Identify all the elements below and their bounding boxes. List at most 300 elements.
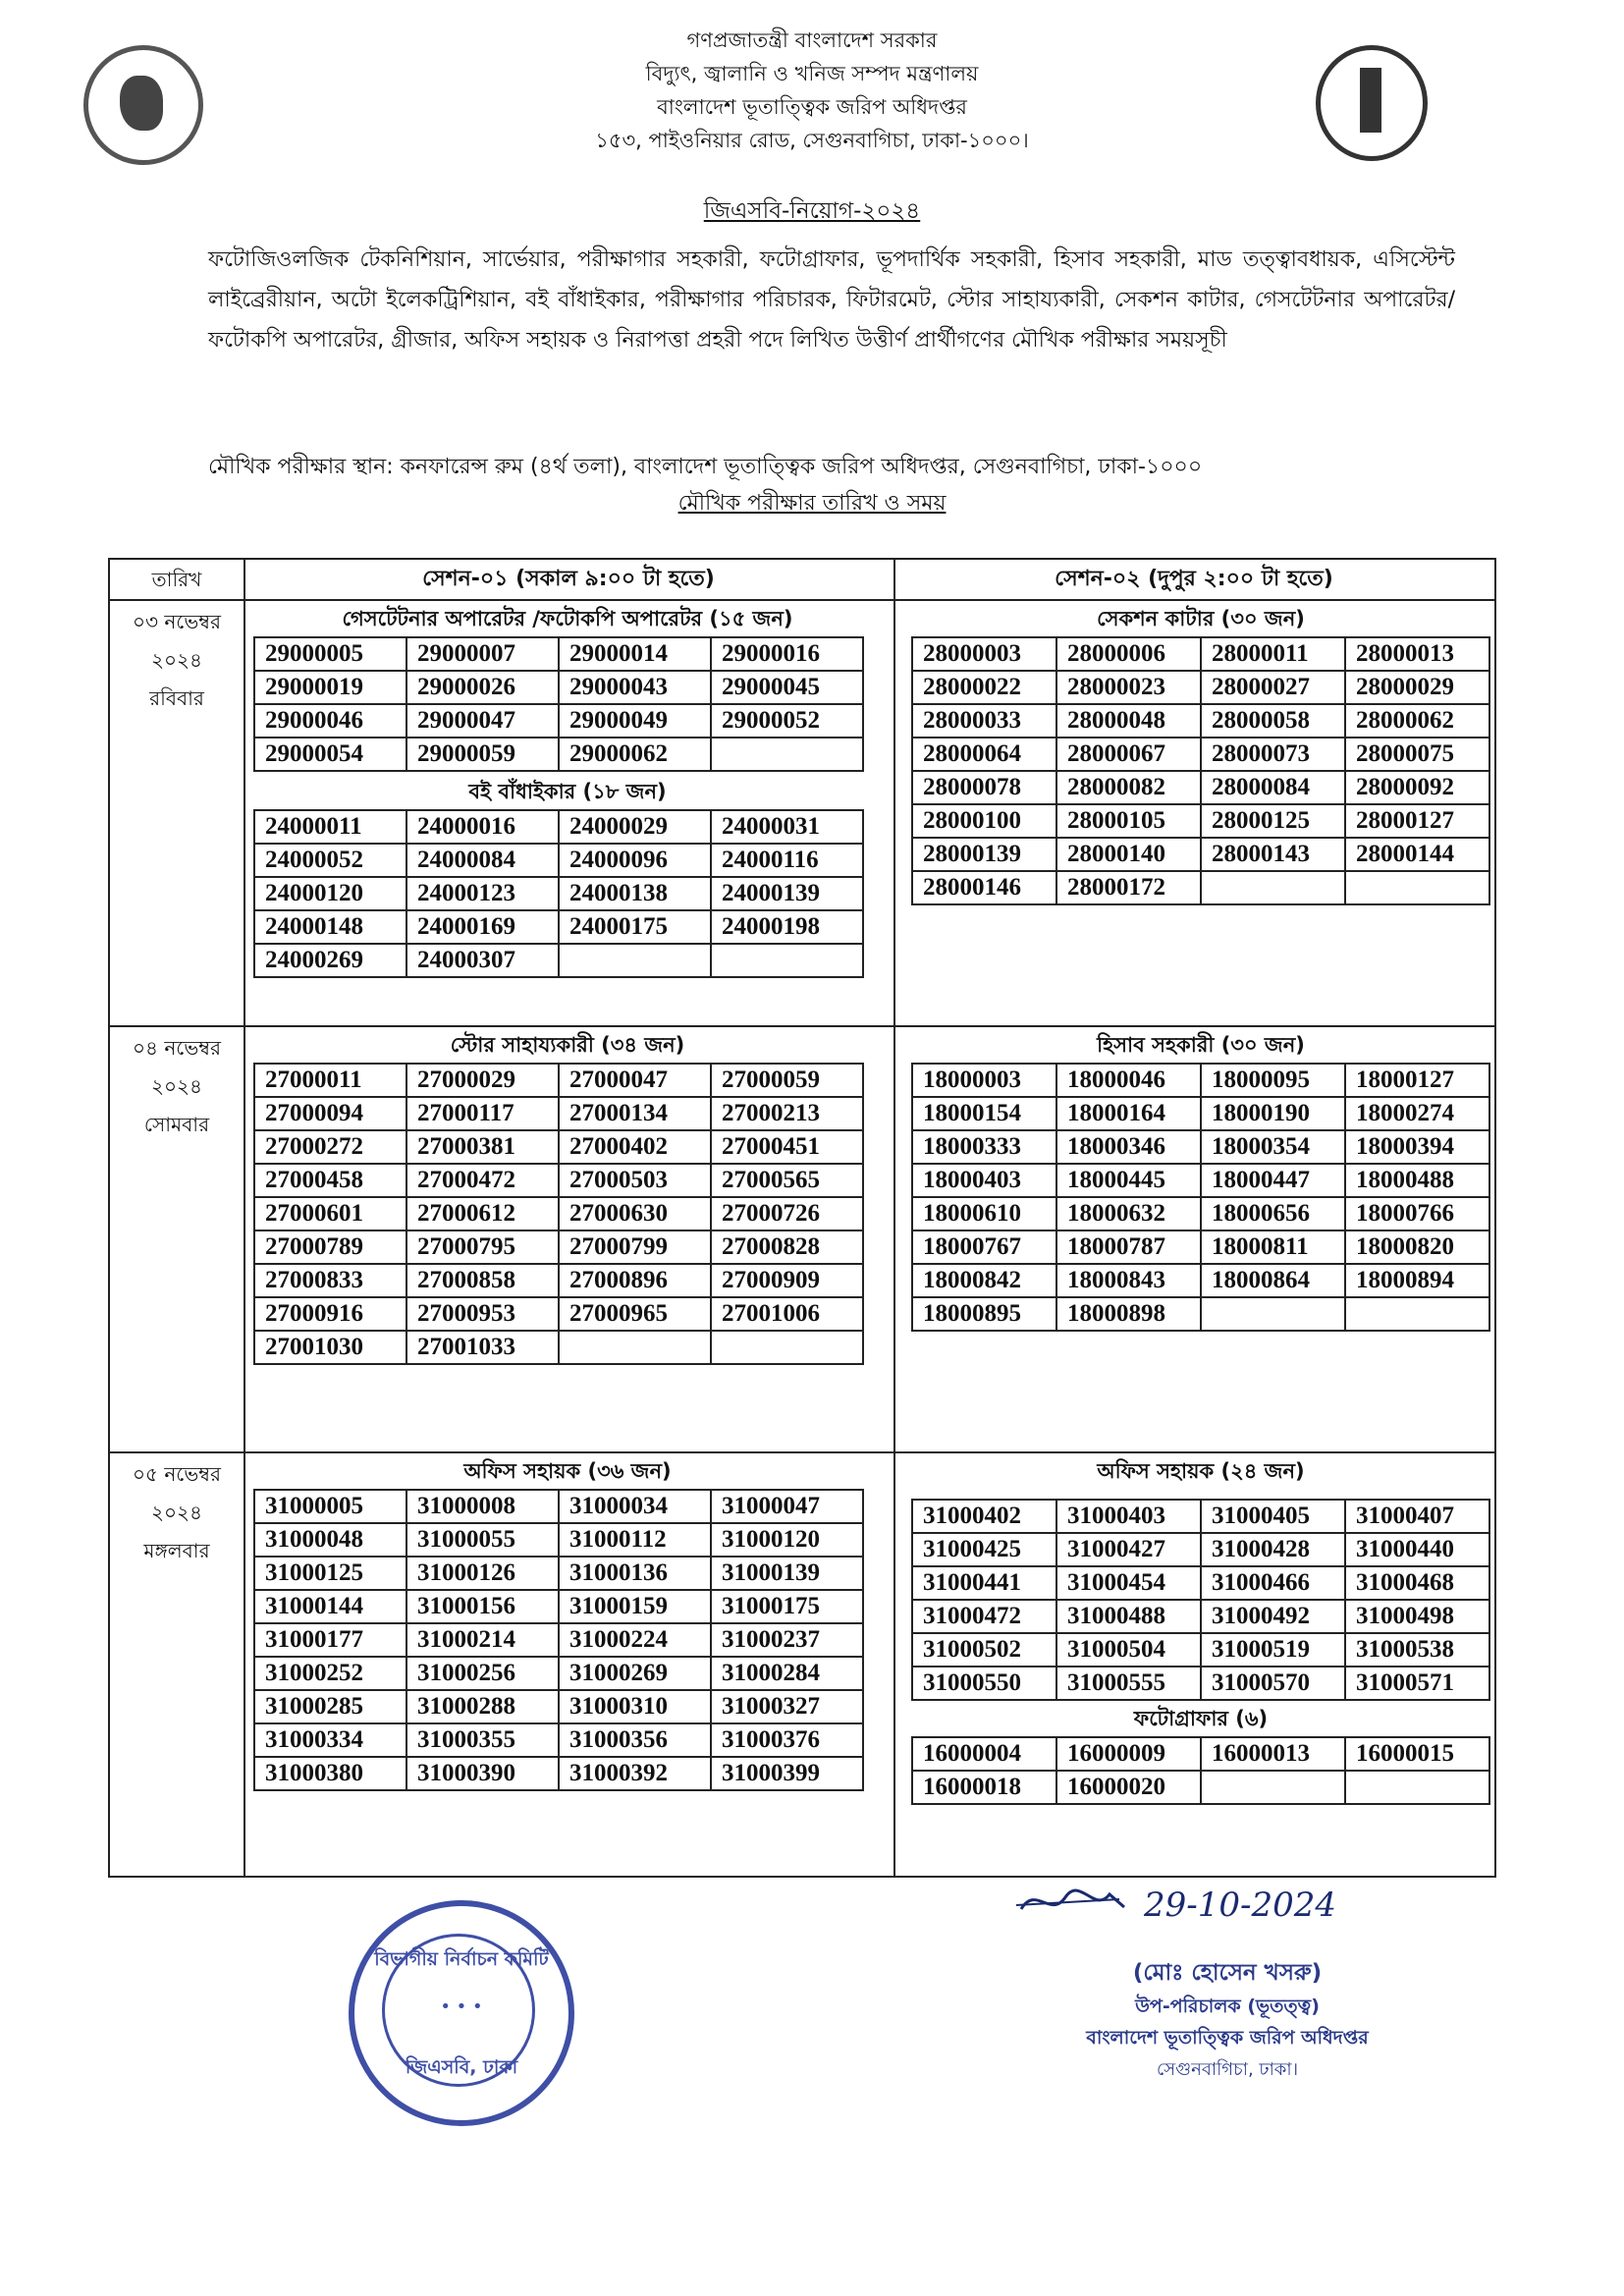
roll-number-cell (1201, 871, 1345, 904)
roll-number-cell: 27000965 (559, 1297, 711, 1331)
roll-number-cell: 29000054 (254, 738, 406, 771)
roll-number-cell: 31000538 (1345, 1633, 1489, 1667)
section-day2-s1 (253, 1027, 882, 1365)
roll-number-cell: 27000472 (406, 1164, 559, 1197)
roll-number-cell: 31000550 (912, 1667, 1056, 1700)
table-row (912, 1771, 1489, 1804)
roll-number-cell: 28000062 (1345, 704, 1489, 738)
roll-grid (253, 1489, 882, 1791)
roll-number-cell: 31000288 (406, 1690, 559, 1723)
post-title: সেকশন কাটার (৩০ জন) (1097, 607, 1305, 630)
table-row (912, 1737, 1489, 1771)
roll-number-cell (559, 944, 711, 977)
table-row (254, 1164, 863, 1197)
roll-number-cell: 28000127 (1345, 804, 1489, 838)
roll-number-cell: 31000285 (254, 1690, 406, 1723)
roll-number-cell: 31000425 (912, 1533, 1056, 1566)
roll-table (253, 1063, 864, 1365)
table-row (912, 804, 1489, 838)
roll-number-cell: 28000082 (1056, 771, 1201, 804)
table-row (912, 704, 1489, 738)
roll-number-cell: 31000466 (1201, 1566, 1345, 1600)
schedule-subtitle: মৌখিক পরীক্ষার তারিখ ও সময় (677, 491, 947, 516)
roll-table (911, 1736, 1490, 1805)
exam-venue: মৌখিক পরীক্ষার স্থান: কনফারেন্স রুম (৪র্থ তলা), বাংলাদেশ ভূতাত্ত্বিক জরিপ অধিদপ্তর, সেগুনবাগিচা, ঢাকা-১০০০ (208, 455, 1203, 479)
roll-number-cell: 31000048 (254, 1523, 406, 1557)
roll-number-cell: 31000177 (254, 1623, 406, 1657)
roll-number-cell: 18000787 (1056, 1230, 1201, 1264)
table-row (912, 1633, 1489, 1667)
table-row (254, 1757, 863, 1790)
roll-number-cell: 29000026 (406, 671, 559, 704)
roll-number-cell: 28000143 (1201, 838, 1345, 871)
date-line: ০৩ নভেম্বর (132, 610, 222, 633)
signatory-name: (মোঃ হোসেন খসরু) (1132, 1960, 1323, 1986)
roll-number-cell: 31000440 (1345, 1533, 1489, 1566)
roll-number-cell: 29000014 (559, 637, 711, 671)
signature-scribble-icon (1016, 1880, 1134, 1929)
table-row (254, 877, 863, 910)
date-line: ২০২৪ (151, 1074, 202, 1098)
date-line: ২০২৪ (151, 1501, 202, 1524)
signatory-block (1021, 1954, 1434, 2086)
roll-number-cell: 18000895 (912, 1297, 1056, 1331)
committee-stamp (349, 1900, 574, 2126)
roll-number-cell: 27000858 (406, 1264, 559, 1297)
roll-number-cell: 31000005 (254, 1490, 406, 1523)
table-row (912, 1297, 1489, 1331)
roll-number-cell: 24000052 (254, 844, 406, 877)
roll-number-cell (711, 738, 863, 771)
header-line-ministry: বিদ্যুৎ, জ্বালানি ও খনিজ সম্পদ মন্ত্রণালয় (645, 62, 979, 85)
roll-number-cell: 18000894 (1345, 1264, 1489, 1297)
roll-number-cell: 18000333 (912, 1130, 1056, 1164)
roll-number-cell: 24000011 (254, 810, 406, 844)
roll-number-cell: 31000112 (559, 1523, 711, 1557)
roll-number-cell: 31000159 (559, 1590, 711, 1623)
table-row (254, 1623, 863, 1657)
roll-number-cell: 28000073 (1201, 738, 1345, 771)
roll-number-cell: 27000909 (711, 1264, 863, 1297)
letterhead (0, 24, 1624, 157)
roll-number-cell: 27000117 (406, 1097, 559, 1130)
roll-number-cell: 27000047 (559, 1064, 711, 1097)
roll-number-cell: 28000075 (1345, 738, 1489, 771)
roll-number-cell (559, 1331, 711, 1364)
roll-number-cell: 31000472 (912, 1600, 1056, 1633)
roll-number-cell: 28000172 (1056, 871, 1201, 904)
table-row (912, 671, 1489, 704)
roll-number-cell: 27000916 (254, 1297, 406, 1331)
roll-number-cell: 24000123 (406, 877, 559, 910)
roll-number-cell: 31000269 (559, 1657, 711, 1690)
notice-paragraph: ফটোজিওলজিক টেকনিশিয়ান, সার্ভেয়ার, পরীক্ষাগার সহকারী, ফটোগ্রাফার, ভূপদার্থিক সহকারী, হিসাব সহকারী, মাড তত্ত্বাবধায়ক, এসিস্টেন্ট লাইব্রেরীয়ান, অটো ইলেকট্রিশিয়ান, বই বাঁধাইকার, পরীক্ষাগার পরিচারক, ফিটারমেট, স্টোর সাহায্যকারী, সেকশন কাটার, গেসটেটনার অপারেটর/ফটোকপি অপারেটর, গ্রীজার, অফিস সহায়ক ও নিরাপত্তা প্রহরী পদে লিখিত উত্তীর্ণ প্রার্থীগণের মৌখিক পরীক্ষার সময়সূচী (208, 247, 1455, 353)
roll-number-cell: 27000272 (254, 1130, 406, 1164)
roll-number-cell: 31000144 (254, 1590, 406, 1623)
signatory-office: বাংলাদেশ ভূতাত্ত্বিক জরিপ অধিদপ্তর (1086, 2027, 1369, 2049)
table-row (254, 910, 863, 944)
roll-number-cell: 27000789 (254, 1230, 406, 1264)
roll-number-cell: 29000047 (406, 704, 559, 738)
roll-number-cell: 31000284 (711, 1657, 863, 1690)
roll-number-cell: 18000610 (912, 1197, 1056, 1230)
roll-number-cell: 18000632 (1056, 1197, 1201, 1230)
roll-number-cell: 31000492 (1201, 1600, 1345, 1633)
roll-number-cell: 27000402 (559, 1130, 711, 1164)
roll-number-cell: 28000144 (1345, 838, 1489, 871)
roll-number-cell: 18000656 (1201, 1197, 1345, 1230)
roll-number-cell: 27000896 (559, 1264, 711, 1297)
roll-number-cell: 28000003 (912, 637, 1056, 671)
table-row (254, 1523, 863, 1557)
date-line: ০৪ নভেম্বর (133, 1036, 221, 1060)
table-row (912, 1264, 1489, 1297)
roll-number-cell: 31000008 (406, 1490, 559, 1523)
roll-number-cell: 29000046 (254, 704, 406, 738)
roll-number-cell: 24000031 (711, 810, 863, 844)
table-row (254, 1490, 863, 1523)
roll-number-cell: 24000139 (711, 877, 863, 910)
header-line-address: ১৫৩, পাইওনিয়ার রোড, সেগুনবাগিচা, ঢাকা-১০০০। (595, 129, 1029, 152)
roll-number-cell (1201, 1771, 1345, 1804)
roll-number-cell: 27000828 (711, 1230, 863, 1264)
roll-number-cell: 31000402 (912, 1500, 1056, 1533)
roll-number-cell: 24000084 (406, 844, 559, 877)
section-day1-s2 (911, 601, 1490, 905)
roll-number-cell: 27000029 (406, 1064, 559, 1097)
table-row (254, 1264, 863, 1297)
roll-number-cell: 28000058 (1201, 704, 1345, 738)
roll-number-cell: 28000048 (1056, 704, 1201, 738)
table-row (254, 738, 863, 771)
roll-number-cell: 27001006 (711, 1297, 863, 1331)
roll-number-cell: 27001033 (406, 1331, 559, 1364)
table-row (254, 1690, 863, 1723)
roll-number-cell: 31000428 (1201, 1533, 1345, 1566)
roll-number-cell: 18000445 (1056, 1164, 1201, 1197)
date-line: রবিবার (149, 686, 204, 710)
roll-number-cell: 24000016 (406, 810, 559, 844)
roll-number-cell: 31000175 (711, 1590, 863, 1623)
roll-number-cell: 31000454 (1056, 1566, 1201, 1600)
date-line: ২০২৪ (151, 648, 202, 672)
roll-table (253, 1489, 864, 1791)
table-row (254, 1064, 863, 1097)
roll-number-cell: 18000842 (912, 1264, 1056, 1297)
roll-number-cell: 28000011 (1201, 637, 1345, 671)
roll-number-cell: 29000062 (559, 738, 711, 771)
roll-number-cell: 28000078 (912, 771, 1056, 804)
roll-number-cell: 31000555 (1056, 1667, 1201, 1700)
roll-number-cell (1345, 871, 1489, 904)
roll-number-cell: 31000136 (559, 1557, 711, 1590)
roll-number-cell: 31000126 (406, 1557, 559, 1590)
roll-number-cell: 18000767 (912, 1230, 1056, 1264)
date-cell-day2 (110, 1029, 244, 1144)
roll-number-cell: 27000799 (559, 1230, 711, 1264)
stamp-center-text: • • • (440, 1996, 483, 2017)
post-title: বই বাঁধাইকার (১৮ জন) (468, 780, 667, 803)
roll-number-cell: 28000139 (912, 838, 1056, 871)
col-header-session1: সেশন-০১ (সকাল ৯:০০ টা হতে) (422, 567, 715, 591)
table-row (254, 1657, 863, 1690)
table-row (912, 871, 1489, 904)
roll-number-cell: 18000766 (1345, 1197, 1489, 1230)
table-row (254, 1230, 863, 1264)
roll-number-cell: 31000356 (559, 1723, 711, 1757)
roll-number-cell: 28000146 (912, 871, 1056, 904)
roll-number-cell (711, 944, 863, 977)
roll-number-cell: 31000334 (254, 1723, 406, 1757)
doc-title: জিএসবি-নিয়োগ-২০২৪ (703, 198, 921, 224)
roll-grid (911, 636, 1490, 905)
roll-number-cell: 31000441 (912, 1566, 1056, 1600)
roll-number-cell: 31000502 (912, 1633, 1056, 1667)
roll-number-cell: 24000175 (559, 910, 711, 944)
table-row (254, 810, 863, 844)
roll-number-cell: 28000105 (1056, 804, 1201, 838)
table-row (254, 704, 863, 738)
roll-number-cell: 28000022 (912, 671, 1056, 704)
roll-number-cell: 16000004 (912, 1737, 1056, 1771)
section-day2-s2 (911, 1027, 1490, 1332)
roll-number-cell: 18000447 (1201, 1164, 1345, 1197)
roll-number-cell: 31000055 (406, 1523, 559, 1557)
roll-number-cell: 31000399 (711, 1757, 863, 1790)
roll-number-cell: 31000139 (711, 1557, 863, 1590)
roll-number-cell: 31000125 (254, 1557, 406, 1590)
roll-number-cell: 18000488 (1345, 1164, 1489, 1197)
date-cell-day1 (110, 603, 244, 718)
table-row (912, 1097, 1489, 1130)
roll-number-cell: 16000013 (1201, 1737, 1345, 1771)
table-row (912, 637, 1489, 671)
roll-number-cell: 31000355 (406, 1723, 559, 1757)
roll-number-cell: 28000140 (1056, 838, 1201, 871)
roll-number-cell: 31000504 (1056, 1633, 1201, 1667)
roll-grid (911, 1499, 1490, 1701)
roll-number-cell: 29000045 (711, 671, 863, 704)
roll-number-cell: 31000047 (711, 1490, 863, 1523)
roll-number-cell: 28000033 (912, 704, 1056, 738)
roll-number-cell: 24000169 (406, 910, 559, 944)
roll-number-cell: 31000403 (1056, 1500, 1201, 1533)
table-row (912, 1600, 1489, 1633)
roll-number-cell: 31000427 (1056, 1533, 1201, 1566)
roll-number-cell: 28000027 (1201, 671, 1345, 704)
roll-number-cell: 27000612 (406, 1197, 559, 1230)
post-title: ফটোগ্রাফার (৬) (1133, 1707, 1269, 1730)
table-row (912, 1667, 1489, 1700)
table-row (912, 1500, 1489, 1533)
roll-number-cell: 24000138 (559, 877, 711, 910)
roll-number-cell: 29000005 (254, 637, 406, 671)
roll-number-cell: 31000237 (711, 1623, 863, 1657)
roll-number-cell: 31000498 (1345, 1600, 1489, 1633)
roll-number-cell: 31000310 (559, 1690, 711, 1723)
roll-number-cell: 24000198 (711, 910, 863, 944)
roll-number-cell: 29000059 (406, 738, 559, 771)
table-row (254, 1557, 863, 1590)
table-row (912, 771, 1489, 804)
signature-date: 29-10-2024 (1144, 1886, 1337, 1925)
table-row (254, 1130, 863, 1164)
roll-number-cell: 24000096 (559, 844, 711, 877)
roll-number-cell: 31000224 (559, 1623, 711, 1657)
table-row (254, 1297, 863, 1331)
col-header-session2: সেশন-০২ (দুপুর ২:০০ টা হতে) (1055, 567, 1333, 591)
table-row (912, 1064, 1489, 1097)
roll-number-cell: 31000488 (1056, 1600, 1201, 1633)
post-title: অফিস সহায়ক (৩৬ জন) (463, 1459, 672, 1483)
table-row (254, 1590, 863, 1623)
roll-number-cell: 28000029 (1345, 671, 1489, 704)
roll-number-cell: 28000013 (1345, 637, 1489, 671)
roll-number-cell: 27000381 (406, 1130, 559, 1164)
roll-table (911, 636, 1490, 905)
roll-number-cell: 31000252 (254, 1657, 406, 1690)
roll-number-cell: 28000100 (912, 804, 1056, 838)
table-row (254, 671, 863, 704)
post-title: হিসাব সহকারী (৩০ জন) (1097, 1033, 1305, 1057)
roll-number-cell: 27000059 (711, 1064, 863, 1097)
roll-number-cell: 31000407 (1345, 1500, 1489, 1533)
roll-number-cell: 29000016 (711, 637, 863, 671)
roll-number-cell: 31000519 (1201, 1633, 1345, 1667)
roll-number-cell: 24000120 (254, 877, 406, 910)
roll-number-cell: 27000451 (711, 1130, 863, 1164)
roll-number-cell: 27000094 (254, 1097, 406, 1130)
post-title: স্টোর সাহায্যকারী (৩৪ জন) (450, 1033, 685, 1057)
stamp-bottom-text: জিএসবি, ঢাকা (405, 2056, 518, 2078)
roll-number-cell (1345, 1297, 1489, 1331)
roll-number-cell: 18000095 (1201, 1064, 1345, 1097)
roll-number-cell: 27000630 (559, 1197, 711, 1230)
section-day3-s1 (253, 1453, 882, 1791)
signatory-place: সেগুনবাগিচা, ঢাকা। (1156, 2059, 1299, 2080)
section-day1-s1 (253, 601, 882, 978)
roll-number-cell: 31000034 (559, 1490, 711, 1523)
col-header-date: তারিখ (151, 568, 202, 591)
roll-number-cell: 18000127 (1345, 1064, 1489, 1097)
roll-number-cell: 18000843 (1056, 1264, 1201, 1297)
table-row (254, 637, 863, 671)
roll-number-cell: 18000403 (912, 1164, 1056, 1197)
roll-number-cell: 18000274 (1345, 1097, 1489, 1130)
roll-number-cell: 31000214 (406, 1623, 559, 1657)
roll-number-cell: 16000009 (1056, 1737, 1201, 1771)
roll-number-cell: 18000346 (1056, 1130, 1201, 1164)
roll-number-cell: 28000092 (1345, 771, 1489, 804)
roll-number-cell: 27000953 (406, 1297, 559, 1331)
roll-number-cell: 31000570 (1201, 1667, 1345, 1700)
roll-number-cell: 24000307 (406, 944, 559, 977)
roll-number-cell: 18000898 (1056, 1297, 1201, 1331)
roll-number-cell (1201, 1297, 1345, 1331)
section-day3-s2 (911, 1453, 1490, 1805)
roll-number-cell: 28000006 (1056, 637, 1201, 671)
roll-number-cell (711, 1331, 863, 1364)
roll-number-cell: 29000052 (711, 704, 863, 738)
roll-number-cell: 27000795 (406, 1230, 559, 1264)
divider (244, 560, 245, 1876)
roll-grid (253, 809, 882, 978)
table-row (254, 1097, 863, 1130)
roll-number-cell: 28000067 (1056, 738, 1201, 771)
roll-number-cell: 16000015 (1345, 1737, 1489, 1771)
roll-number-cell: 24000116 (711, 844, 863, 877)
header-line-govt: গণপ্রজাতন্ত্রী বাংলাদেশ সরকার (686, 28, 938, 52)
divider (893, 560, 895, 1876)
roll-number-cell: 28000084 (1201, 771, 1345, 804)
roll-number-cell: 29000019 (254, 671, 406, 704)
roll-number-cell: 31000120 (711, 1523, 863, 1557)
roll-number-cell: 24000269 (254, 944, 406, 977)
date-line: সোমবার (143, 1113, 210, 1136)
table-row (254, 844, 863, 877)
date-cell-day3 (110, 1455, 244, 1570)
roll-number-cell: 27000565 (711, 1164, 863, 1197)
table-row (912, 738, 1489, 771)
roll-number-cell: 18000864 (1201, 1264, 1345, 1297)
roll-number-cell: 18000003 (912, 1064, 1056, 1097)
roll-number-cell: 18000811 (1201, 1230, 1345, 1264)
roll-number-cell: 18000190 (1201, 1097, 1345, 1130)
table-row (254, 1723, 863, 1757)
roll-number-cell: 31000392 (559, 1757, 711, 1790)
roll-number-cell: 18000354 (1201, 1130, 1345, 1164)
table-row (912, 1197, 1489, 1230)
table-row (912, 838, 1489, 871)
signature (1026, 1886, 1336, 1925)
roll-number-cell: 18000164 (1056, 1097, 1201, 1130)
date-line: মঙ্গলবার (143, 1539, 210, 1562)
table-row (254, 944, 863, 977)
roll-number-cell: 16000018 (912, 1771, 1056, 1804)
roll-number-cell: 28000023 (1056, 671, 1201, 704)
roll-number-cell: 27000833 (254, 1264, 406, 1297)
roll-number-cell: 27000011 (254, 1064, 406, 1097)
roll-number-cell: 18000046 (1056, 1064, 1201, 1097)
schedule-table (108, 558, 1496, 1878)
roll-table (911, 1499, 1490, 1701)
roll-number-cell: 16000020 (1056, 1771, 1201, 1804)
post-title: গেসটেটনার অপারেটর /ফটোকপি অপারেটর (১৫ জন) (342, 607, 793, 630)
post-title: অফিস সহায়ক (২৪ জন) (1097, 1459, 1305, 1483)
roll-number-cell: 31000156 (406, 1590, 559, 1623)
roll-grid (911, 1736, 1490, 1805)
table-row (254, 1197, 863, 1230)
date-line: ০৫ নভেম্বর (133, 1462, 221, 1486)
roll-number-cell: 27000213 (711, 1097, 863, 1130)
roll-number-cell: 27001030 (254, 1331, 406, 1364)
roll-number-cell: 27000503 (559, 1164, 711, 1197)
roll-number-cell: 27000458 (254, 1164, 406, 1197)
table-row (254, 1331, 863, 1364)
roll-number-cell: 18000154 (912, 1097, 1056, 1130)
roll-grid (911, 1063, 1490, 1332)
roll-number-cell: 18000820 (1345, 1230, 1489, 1264)
roll-number-cell: 31000256 (406, 1657, 559, 1690)
roll-number-cell: 31000380 (254, 1757, 406, 1790)
roll-number-cell: 24000148 (254, 910, 406, 944)
signatory-designation: উপ-পরিচালক (ভূতত্ত্ব) (1135, 1995, 1320, 2017)
roll-number-cell (1345, 1771, 1489, 1804)
roll-grid (253, 1063, 882, 1365)
roll-number-cell: 28000125 (1201, 804, 1345, 838)
roll-number-cell: 27000601 (254, 1197, 406, 1230)
roll-number-cell: 29000007 (406, 637, 559, 671)
